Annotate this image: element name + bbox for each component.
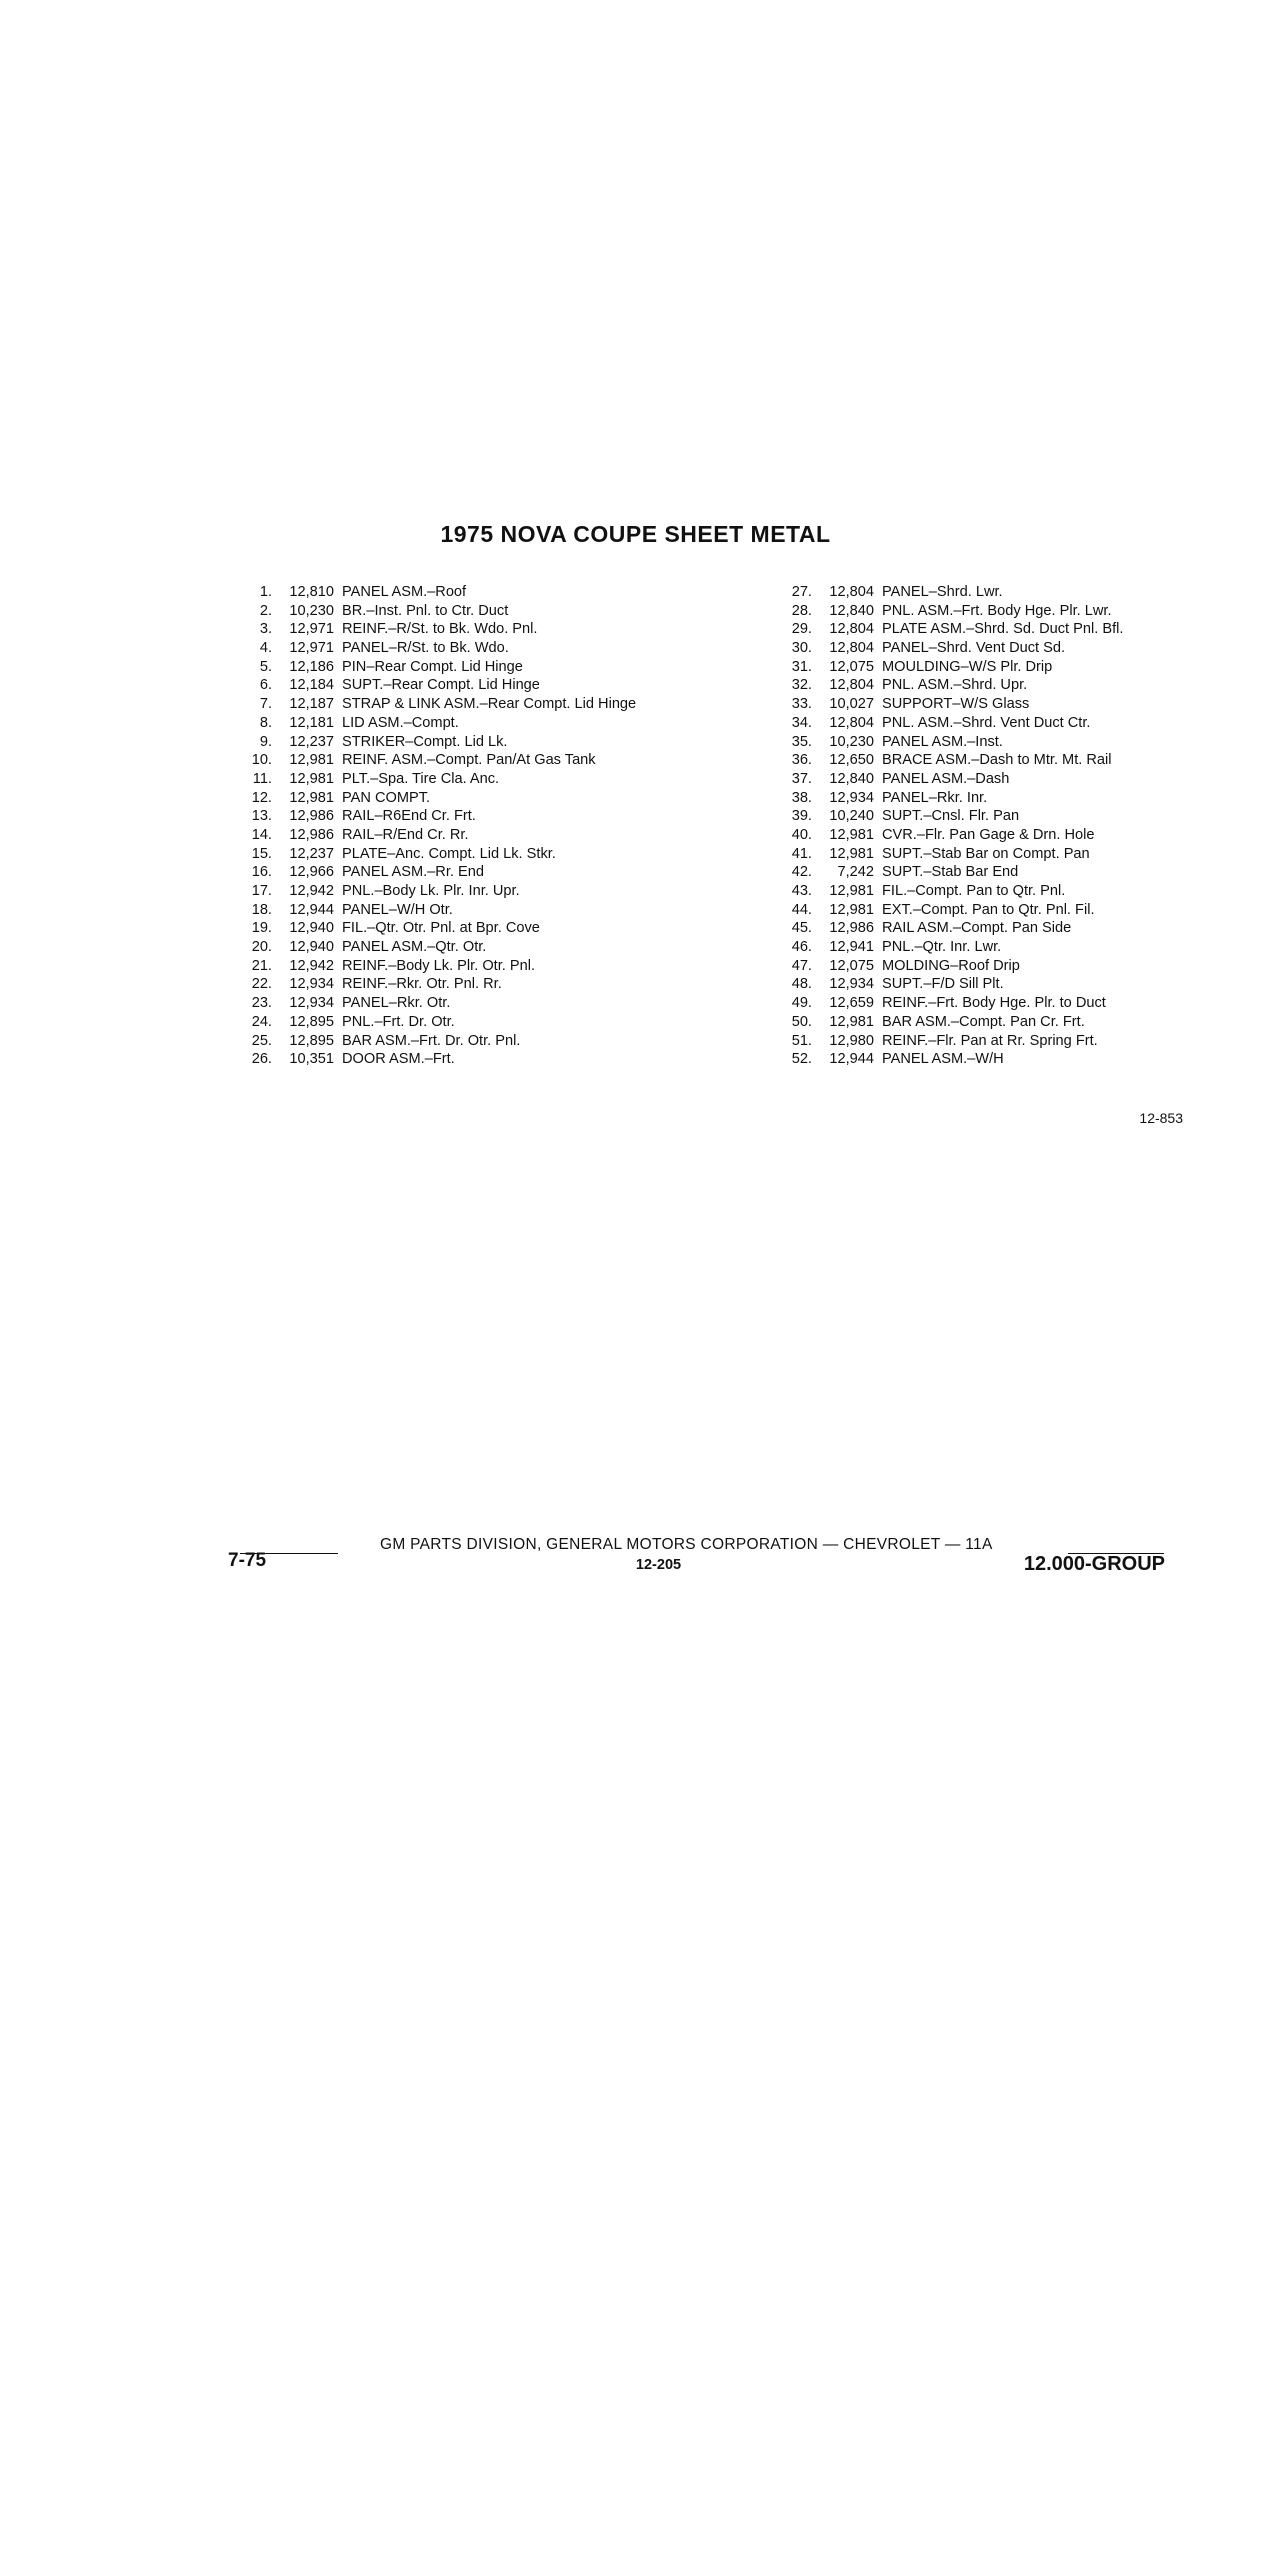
part-description: MOULDING–W/S Plr. Drip: [882, 658, 1053, 675]
parts-list-left: [240, 583, 680, 1069]
part-row: [240, 770, 680, 789]
part-number: 27.: [791, 584, 812, 600]
figure-id: 12-853: [1139, 1110, 1183, 1126]
part-row: [240, 975, 680, 994]
part-number: 31.: [791, 658, 812, 675]
part-code: 10,230: [829, 733, 874, 750]
part-code: 12,804: [829, 621, 874, 638]
part-code: 12,981: [829, 883, 874, 899]
part-row: [240, 826, 680, 845]
part-description: PANEL–Rkr. Otr.: [342, 995, 451, 1012]
part-description: FIL.–Qtr. Otr. Pnl. at Bpr. Cove: [342, 920, 540, 937]
part-row: [780, 845, 1220, 864]
part-code: 12,181: [289, 714, 334, 731]
part-row: [780, 714, 1220, 733]
part-number: 50.: [791, 1013, 812, 1030]
part-row: [240, 583, 680, 602]
part-code: 12,981: [289, 752, 334, 769]
part-code: 12,981: [829, 826, 874, 843]
parts-list-right: [780, 583, 1220, 1069]
part-row: [780, 919, 1220, 938]
part-number: 47.: [791, 957, 812, 974]
part-row: [780, 639, 1220, 658]
part-code: 12,934: [829, 789, 874, 806]
part-row: [780, 583, 1220, 602]
part-row: [780, 751, 1220, 770]
part-code: 12,934: [289, 995, 334, 1012]
part-description: PLT.–Spa. Tire Cla. Anc.: [342, 770, 500, 787]
part-code: 12,934: [829, 976, 874, 993]
part-code: 12,981: [829, 1013, 874, 1030]
part-row: [780, 1013, 1220, 1032]
part-description: PANEL ASM.–Roof: [342, 584, 467, 600]
part-number: 19.: [251, 920, 272, 937]
part-row: [780, 770, 1220, 789]
part-row: [780, 695, 1220, 714]
part-code: 12,986: [289, 808, 334, 825]
part-description: SUPPORT–W/S Glass: [882, 696, 1030, 713]
part-code: 12,804: [829, 584, 874, 600]
part-code: 12,659: [829, 995, 874, 1012]
part-row: [780, 863, 1220, 882]
part-number: 41.: [791, 845, 812, 862]
part-code: 10,351: [289, 1051, 334, 1068]
part-row: [780, 789, 1220, 808]
part-number: 25.: [251, 1032, 272, 1049]
part-row: [240, 620, 680, 639]
part-row: [780, 901, 1220, 920]
part-code: 12,184: [289, 677, 334, 694]
part-code: 12,237: [289, 845, 334, 862]
part-row: [240, 733, 680, 752]
part-description: PANEL–R/St. to Bk. Wdo.: [342, 640, 509, 657]
part-description: PANEL ASM.–Inst.: [882, 733, 1003, 750]
part-row: [240, 658, 680, 677]
part-row: [240, 938, 680, 957]
part-number: 9.: [259, 733, 272, 750]
part-row: [240, 807, 680, 826]
part-number: 22.: [251, 976, 272, 993]
part-description: BRACE ASM.–Dash to Mtr. Mt. Rail: [882, 752, 1112, 769]
part-code: 12,942: [289, 883, 334, 899]
part-description: PNL.–Body Lk. Plr. Inr. Upr.: [342, 883, 520, 899]
part-description: PLATE–Anc. Compt. Lid Lk. Stkr.: [342, 845, 556, 862]
part-number: 1.: [259, 584, 272, 600]
part-description: STRAP & LINK ASM.–Rear Compt. Lid Hinge: [342, 696, 637, 713]
part-code: 12,986: [829, 920, 874, 937]
part-row: [240, 957, 680, 976]
part-number: 44.: [791, 901, 812, 918]
part-row: [240, 1050, 680, 1069]
part-code: 12,942: [289, 957, 334, 974]
part-code: 12,840: [829, 770, 874, 787]
part-row: [240, 845, 680, 864]
part-code: 12,986: [289, 826, 334, 843]
part-description: LID ASM.–Compt.: [342, 714, 459, 731]
part-row: [240, 1013, 680, 1032]
part-description: SUPT.–Stab Bar on Compt. Pan: [882, 845, 1090, 862]
part-number: 35.: [791, 733, 812, 750]
part-number: 5.: [259, 658, 272, 675]
part-row: [240, 789, 680, 808]
part-description: PANEL ASM.–W/H: [882, 1051, 1004, 1068]
part-code: 12,980: [829, 1032, 874, 1049]
part-code: 12,804: [829, 640, 874, 657]
part-code: 12,971: [289, 640, 334, 657]
part-description: PANEL–W/H Otr.: [342, 901, 453, 918]
part-description: PANEL–Shrd. Vent Duct Sd.: [882, 640, 1066, 657]
part-number: 10.: [251, 752, 272, 769]
part-row: [240, 676, 680, 695]
part-number: 43.: [791, 883, 812, 899]
part-number: 39.: [791, 808, 812, 825]
footer-publisher: GM PARTS DIVISION, GENERAL MOTORS CORPORATION — CHEVROLET — 11A: [380, 1536, 993, 1553]
part-number: 40.: [791, 826, 812, 843]
part-code: 7,242: [837, 864, 874, 881]
part-number: 23.: [251, 995, 272, 1012]
part-description: PANEL ASM.–Rr. End: [342, 864, 484, 881]
part-number: 28.: [791, 602, 812, 619]
part-code: 12,934: [289, 976, 334, 993]
part-description: SUPT.–Cnsl. Flr. Pan: [882, 808, 1020, 825]
part-description: RAIL ASM.–Compt. Pan Side: [882, 920, 1072, 937]
part-description: PNL.–Qtr. Inr. Lwr.: [882, 939, 1002, 956]
part-code: 12,187: [289, 696, 334, 713]
part-description: BAR ASM.–Compt. Pan Cr. Frt.: [882, 1013, 1085, 1030]
part-number: 13.: [251, 808, 272, 825]
part-number: 34.: [791, 714, 812, 731]
part-description: PNL. ASM.–Frt. Body Hge. Plr. Lwr.: [882, 602, 1112, 619]
part-row: [240, 751, 680, 770]
part-number: 26.: [251, 1051, 272, 1068]
part-description: PANEL ASM.–Qtr. Otr.: [342, 939, 487, 956]
part-code: 12,075: [829, 957, 874, 974]
part-code: 12,804: [829, 677, 874, 694]
part-code: 12,966: [289, 864, 334, 881]
part-number: 12.: [251, 789, 272, 806]
part-number: 21.: [251, 957, 272, 974]
part-number: 6.: [259, 677, 272, 694]
part-number: 52.: [791, 1051, 812, 1068]
part-row: [780, 938, 1220, 957]
part-number: 46.: [791, 939, 812, 956]
part-row: [780, 882, 1220, 901]
part-code: 12,075: [829, 658, 874, 675]
part-row: [240, 994, 680, 1013]
part-number: 16.: [251, 864, 272, 881]
part-number: 15.: [251, 845, 272, 862]
part-number: 36.: [791, 752, 812, 769]
part-number: 37.: [791, 770, 812, 787]
part-row: [240, 901, 680, 920]
part-row: [780, 826, 1220, 845]
part-code: 12,186: [289, 658, 334, 675]
part-code: 12,840: [829, 602, 874, 619]
part-description: PANEL–Shrd. Lwr.: [882, 584, 1003, 600]
part-description: BAR ASM.–Frt. Dr. Otr. Pnl.: [342, 1032, 521, 1049]
part-description: PNL. ASM.–Shrd. Upr.: [882, 677, 1028, 694]
part-row: [240, 882, 680, 901]
part-code: 12,940: [289, 939, 334, 956]
part-description: CVR.–Flr. Pan Gage & Drn. Hole: [882, 826, 1095, 843]
part-code: 12,944: [829, 1051, 874, 1068]
part-code: 12,981: [829, 901, 874, 918]
part-row: [240, 919, 680, 938]
part-number: 51.: [791, 1032, 812, 1049]
part-description: DOOR ASM.–Frt.: [342, 1051, 455, 1068]
part-number: 24.: [251, 1013, 272, 1030]
part-number: 8.: [259, 714, 272, 731]
part-description: REINF.–Rkr. Otr. Pnl. Rr.: [342, 976, 502, 993]
part-code: 12,940: [289, 920, 334, 937]
part-description: RAIL–R6End Cr. Frt.: [342, 808, 476, 825]
part-code: 12,971: [289, 621, 334, 638]
part-number: 29.: [791, 621, 812, 638]
part-number: 33.: [791, 696, 812, 713]
part-description: PANEL ASM.–Dash: [882, 770, 1010, 787]
part-number: 18.: [251, 901, 272, 918]
part-code: 10,027: [829, 696, 874, 713]
part-number: 42.: [791, 864, 812, 881]
part-description: FIL.–Compt. Pan to Qtr. Pnl.: [882, 883, 1066, 899]
part-code: 10,230: [289, 602, 334, 619]
part-description: REINF.–Flr. Pan at Rr. Spring Frt.: [882, 1032, 1098, 1049]
part-description: PANEL–Rkr. Inr.: [882, 789, 988, 806]
footer-date: 7-75: [228, 1550, 267, 1571]
part-number: 49.: [791, 995, 812, 1012]
part-row: [240, 863, 680, 882]
part-description: REINF.–R/St. to Bk. Wdo. Pnl.: [342, 621, 538, 638]
part-code: 12,981: [829, 845, 874, 862]
footer-page-number: 12-205: [635, 1557, 682, 1573]
part-description: MOLDING–Roof Drip: [882, 957, 1020, 974]
part-number: 32.: [791, 677, 812, 694]
part-row: [240, 695, 680, 714]
part-code: 12,237: [289, 733, 334, 750]
part-row: [780, 1032, 1220, 1051]
part-number: 7.: [259, 696, 272, 713]
part-description: EXT.–Compt. Pan to Qtr. Pnl. Fil.: [882, 901, 1095, 918]
part-code: 10,240: [829, 808, 874, 825]
part-code: 12,804: [829, 714, 874, 731]
part-number: 38.: [791, 789, 812, 806]
part-number: 11.: [252, 770, 272, 787]
part-code: 12,981: [289, 789, 334, 806]
part-row: [780, 676, 1220, 695]
part-code: 12,895: [289, 1013, 334, 1030]
part-number: 30.: [791, 640, 812, 657]
page-title: 1975 NOVA COUPE SHEET METAL: [440, 521, 831, 547]
part-row: [780, 807, 1220, 826]
part-row: [780, 602, 1220, 621]
part-row: [240, 602, 680, 621]
part-row: [780, 658, 1220, 677]
part-number: 4.: [259, 640, 272, 657]
part-description: STRIKER–Compt. Lid Lk.: [342, 733, 508, 750]
part-row: [780, 994, 1220, 1013]
part-row: [780, 733, 1220, 752]
part-row: [780, 620, 1220, 639]
part-description: REINF. ASM.–Compt. Pan/At Gas Tank: [342, 752, 596, 769]
part-number: 3.: [259, 621, 272, 638]
part-number: 48.: [791, 976, 812, 993]
part-description: SUPT.–Rear Compt. Lid Hinge: [342, 677, 540, 694]
part-code: 12,810: [289, 584, 334, 600]
part-number: 14.: [251, 826, 272, 843]
part-code: 12,944: [289, 901, 334, 918]
part-description: PNL. ASM.–Shrd. Vent Duct Ctr.: [882, 714, 1091, 731]
part-description: PLATE ASM.–Shrd. Sd. Duct Pnl. Bfl.: [882, 621, 1124, 638]
part-description: REINF.–Body Lk. Plr. Otr. Pnl.: [342, 957, 536, 974]
part-number: 45.: [791, 920, 812, 937]
part-description: SUPT.–Stab Bar End: [882, 864, 1019, 881]
part-description: PNL.–Frt. Dr. Otr.: [342, 1013, 455, 1030]
part-number: 2.: [259, 602, 272, 619]
part-description: RAIL–R/End Cr. Rr.: [342, 826, 469, 843]
part-row: [780, 957, 1220, 976]
part-description: PAN COMPT.: [342, 789, 431, 806]
part-number: 20.: [251, 939, 272, 956]
part-code: 12,941: [829, 939, 874, 956]
part-row: [780, 975, 1220, 994]
part-code: 12,650: [829, 752, 874, 769]
footer-group: 12.000-GROUP: [1023, 1553, 1165, 1575]
part-row: [240, 1032, 680, 1051]
part-number: 17.: [251, 883, 272, 899]
part-description: BR.–Inst. Pnl. to Ctr. Duct: [342, 602, 509, 619]
part-description: PIN–Rear Compt. Lid Hinge: [342, 658, 523, 675]
part-code: 12,981: [289, 770, 334, 787]
part-description: SUPT.–F/D Sill Plt.: [882, 976, 1004, 993]
part-description: REINF.–Frt. Body Hge. Plr. to Duct: [882, 995, 1106, 1012]
part-row: [240, 714, 680, 733]
part-code: 12,895: [289, 1032, 334, 1049]
part-row: [240, 639, 680, 658]
part-row: [780, 1050, 1220, 1069]
